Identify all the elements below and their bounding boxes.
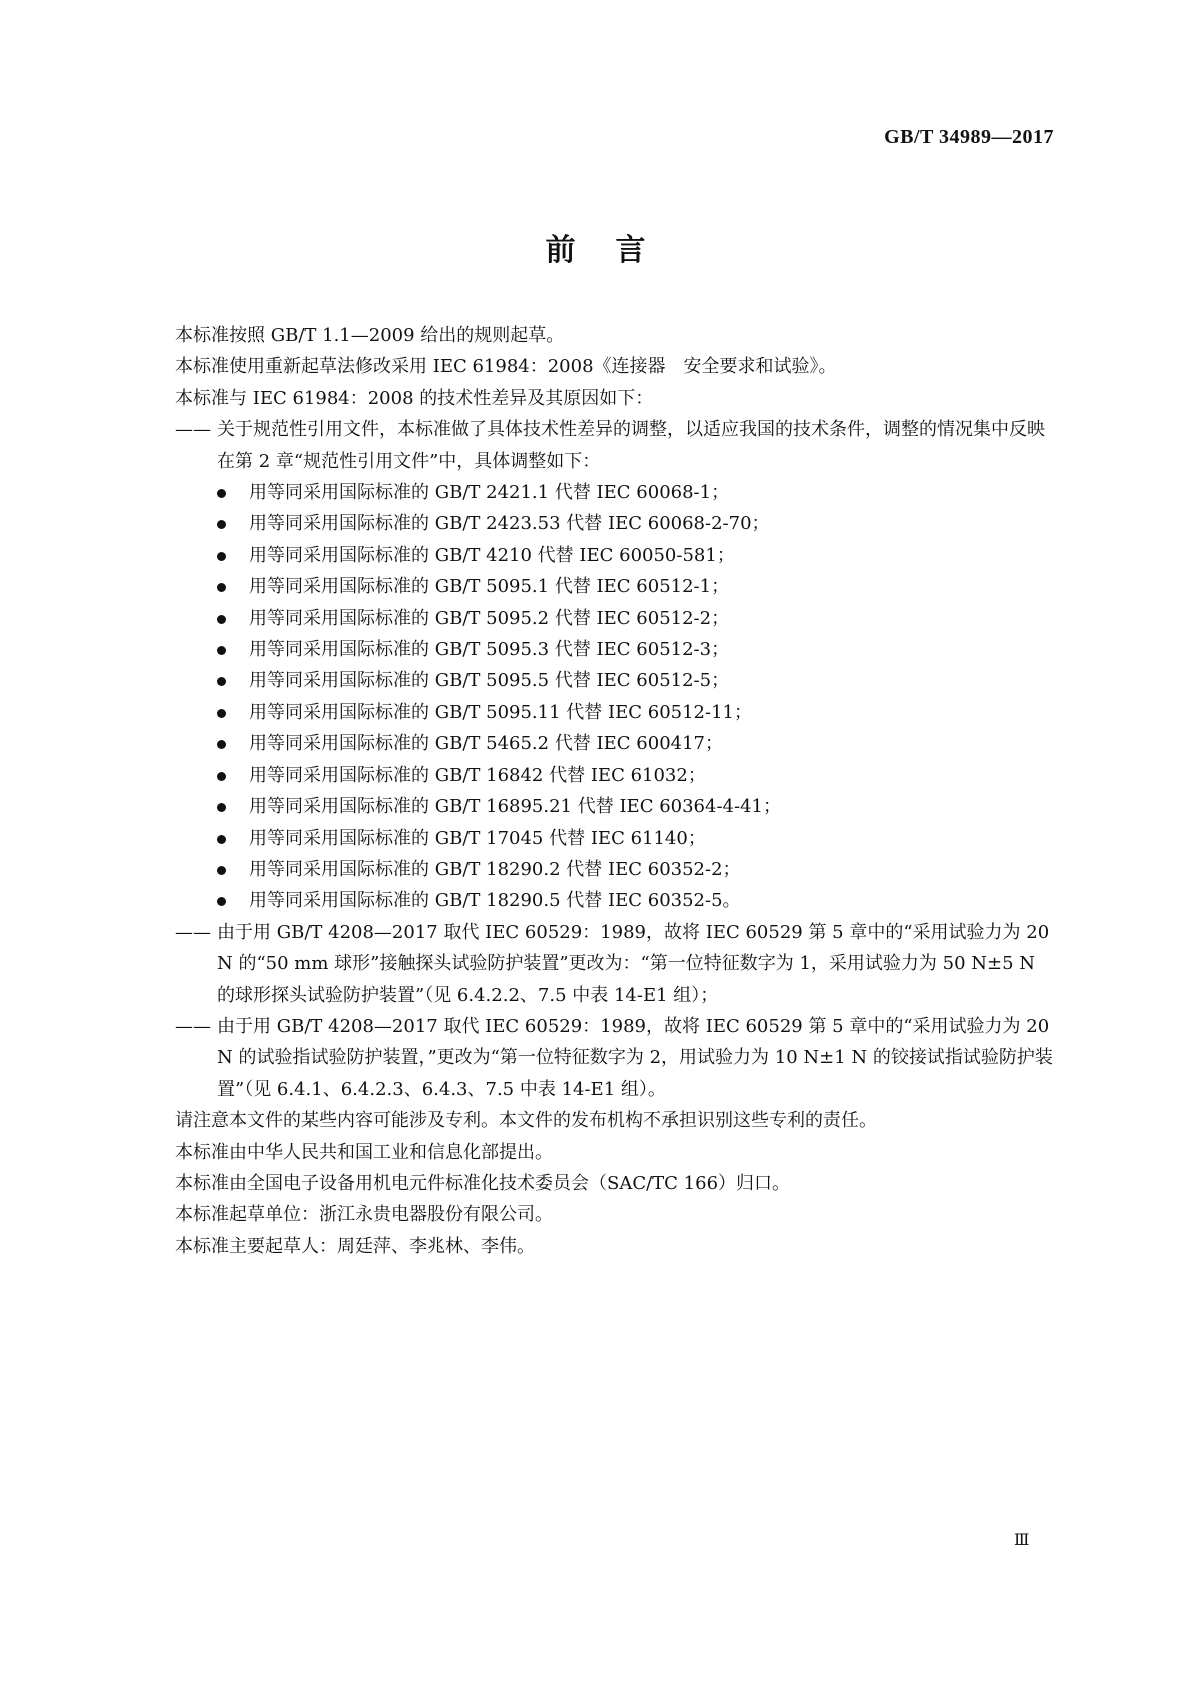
bullet-icon <box>217 615 226 624</box>
foreword-body <box>175 320 1055 1262</box>
list-item-text: 用等同采用国际标准的 GB/T 5095.11 代替 IEC 60512-11； <box>249 701 752 723</box>
list-item-text: 用等同采用国际标准的 GB/T 16895.21 代替 IEC 60364-4-41； <box>249 796 781 818</box>
list-item-text: 用等同采用国际标准的 GB/T 4210 代替 IEC 60050-581； <box>249 544 735 566</box>
list-item <box>175 603 1055 634</box>
dash-item-text: 由于用 GB/T 4208—2017 取代 IEC 60529：1989，故将 IEC 60529 第 5 章中的“采用试验力为 20 N 的试验指试验防护装置，”更改为“第一位特征数字为 2，用试验力为 10 N±1 N 的铰接试指试验防护装置”（见 6.4.1、6.4.2.3、6.4.3、7.5 中表 14-E1 组）。 <box>217 1015 1053 1100</box>
bullet-icon <box>217 740 226 749</box>
paragraph: 本标准主要起草人：周廷萍、李兆林、李伟。 <box>175 1235 535 1257</box>
dash-item <box>175 1011 1055 1105</box>
dash-item-text: 由于用 GB/T 4208—2017 取代 IEC 60529：1989，故将 IEC 60529 第 5 章中的“采用试验力为 20 N 的“50 mm 球形”接触探头试验防护装置”更改为：“第一位特征数字为 1，采用试验力为 50 N±5 N 的球形探头试验防护装置”（见 6.4.2.2、7.5 中表 14-E1 组）； <box>217 921 1050 1006</box>
list-item <box>175 791 1055 822</box>
paragraph: 本标准起草单位：浙江永贵电器股份有限公司。 <box>175 1204 553 1226</box>
list-item <box>175 728 1055 759</box>
list-item-text: 用等同采用国际标准的 GB/T 5095.1 代替 IEC 60512-1； <box>249 576 730 598</box>
paragraph: 本标准由中华人民共和国工业和信息化部提出。 <box>175 1141 553 1163</box>
list-item-text: 用等同采用国际标准的 GB/T 18290.5 代替 IEC 60352-5。 <box>249 890 741 912</box>
dash-mark: —— <box>175 921 211 943</box>
bullet-icon <box>217 803 226 812</box>
dash-item <box>175 414 1055 477</box>
list-item <box>175 634 1055 665</box>
dash-mark: —— <box>175 1015 211 1037</box>
list-item <box>175 477 1055 508</box>
bullet-icon <box>217 646 226 655</box>
list-item <box>175 697 1055 728</box>
bullet-icon <box>217 772 226 781</box>
dash-item-text: 关于规范性引用文件，本标准做了具体技术性差异的调整，以适应我国的技术条件，调整的情况集中反映在第 2 章“规范性引用文件”中，具体调整如下： <box>217 419 1045 472</box>
list-item-text: 用等同采用国际标准的 GB/T 18290.2 代替 IEC 60352-2； <box>249 858 741 880</box>
list-item <box>175 885 1055 916</box>
page-title: 前言 <box>545 233 686 268</box>
list-item-text: 用等同采用国际标准的 GB/T 16842 代替 IEC 61032； <box>249 764 706 786</box>
bullet-icon <box>217 489 226 498</box>
paragraph: 本标准使用重新起草法修改采用 IEC 61984：2008《连接器 安全要求和试验》。 <box>175 356 837 378</box>
list-item-text: 用等同采用国际标准的 GB/T 5465.2 代替 IEC 600417； <box>249 733 724 755</box>
bullet-icon <box>217 709 226 718</box>
paragraph: 本标准与 IEC 61984：2008 的技术性差异及其原因如下： <box>175 387 654 409</box>
list-item <box>175 823 1055 854</box>
list-item-text: 用等同采用国际标准的 GB/T 2423.53 代替 IEC 60068-2-70； <box>249 513 770 535</box>
list-item <box>175 854 1055 885</box>
list-item-text: 用等同采用国际标准的 GB/T 5095.2 代替 IEC 60512-2； <box>249 607 730 629</box>
list-item <box>175 760 1055 791</box>
dash-mark: —— <box>175 419 211 441</box>
bullet-icon <box>217 866 226 875</box>
paragraph: 本标准由全国电子设备用机电元件标准化技术委员会（SAC/TC 166）归口。 <box>175 1172 791 1194</box>
list-item-text: 用等同采用国际标准的 GB/T 5095.3 代替 IEC 60512-3； <box>249 639 730 661</box>
bullet-icon <box>217 583 226 592</box>
list-item-text: 用等同采用国际标准的 GB/T 5095.5 代替 IEC 60512-5； <box>249 670 730 692</box>
list-item <box>175 571 1055 602</box>
paragraph: 请注意本文件的某些内容可能涉及专利。本文件的发布机构不承担识别这些专利的责任。 <box>175 1110 877 1132</box>
bullet-icon <box>217 552 226 561</box>
standard-code: GB/T 34989—2017 <box>884 126 1054 148</box>
dash-item <box>175 917 1055 1011</box>
bullet-icon <box>217 835 226 844</box>
bullet-icon <box>217 677 226 686</box>
list-item <box>175 540 1055 571</box>
list-item <box>175 508 1055 539</box>
list-item-text: 用等同采用国际标准的 GB/T 17045 代替 IEC 61140； <box>249 827 706 849</box>
list-item <box>175 665 1055 696</box>
paragraph: 本标准按照 GB/T 1.1—2009 给出的规则起草。 <box>175 325 565 346</box>
list-item-text: 用等同采用国际标准的 GB/T 2421.1 代替 IEC 60068-1； <box>249 482 730 504</box>
page-number: Ⅲ <box>1014 1532 1030 1549</box>
bullet-icon <box>217 897 226 906</box>
bullet-icon <box>217 520 226 529</box>
